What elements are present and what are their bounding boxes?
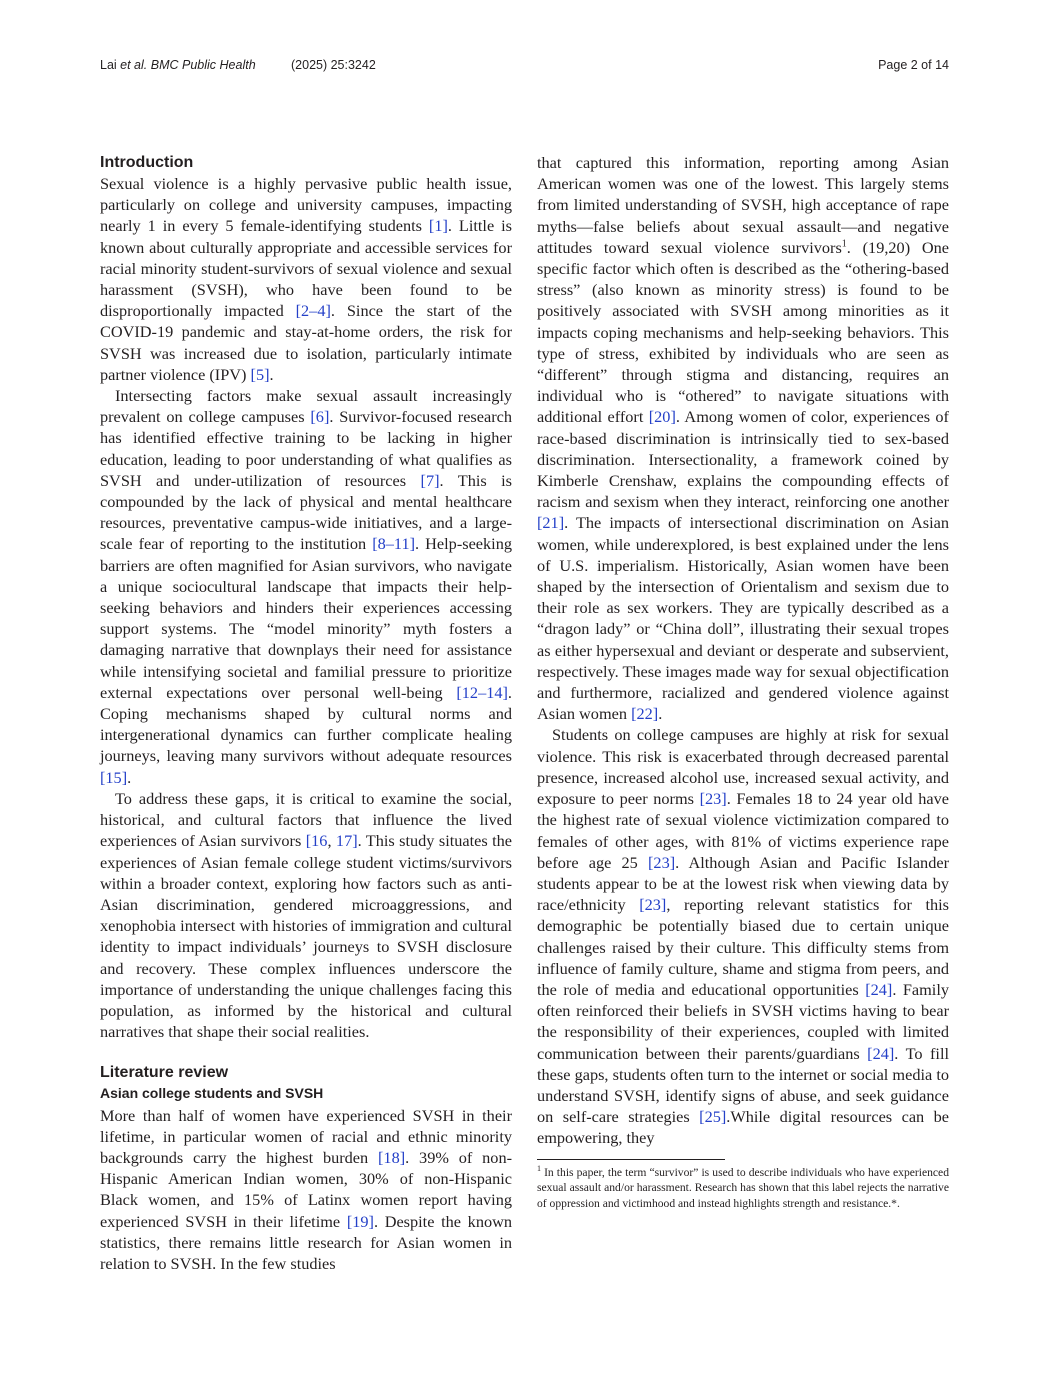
footnote-marker: 1 <box>841 238 847 250</box>
citation-link[interactable]: [7] <box>420 470 440 490</box>
citation-link[interactable]: [18] <box>378 1147 406 1167</box>
citation-link[interactable]: 17] <box>335 831 358 851</box>
left-column <box>100 152 512 1274</box>
citation-link[interactable]: [16 <box>305 831 328 851</box>
footnote: $^1$ In this paper, the term “survivor” is used to describe individuals who have experienced sexual assault and/or harassment. Research has shown that this label rejects the narrative of oppression and victimhood and instead highlights strength and resistance.*. <box>537 1163 949 1210</box>
citation-link[interactable]: [1] <box>428 216 448 236</box>
citation-link[interactable]: [12–14] <box>456 682 508 702</box>
intro-paragraph-3: To address these gaps, it is critical to examine the social, historical, and cultural factors that influence the lived experiences of Asian survivors [16, 17]. This study situates the experiences of Asian female college student victims/survivors within a broader context, exploring how factors such as anti-Asian discrimination, gendered microaggressions, and xenophobia intersect with histories of immigration and cultural identity to impact individuals’ journeys to SVSH disclosure and recovery. These complex influences underscore the importance of understanding the unique challenges facing this population, as informed by the historical and cultural narratives that shape their social realities. <box>100 788 512 1042</box>
citation-link[interactable]: [23] <box>639 895 667 915</box>
citation-link[interactable]: [2–4] <box>295 301 331 321</box>
literature-review-heading: Literature review <box>100 1064 229 1082</box>
citation-link[interactable]: [19] <box>346 1211 374 1231</box>
running-header <box>100 58 949 78</box>
lit-paragraph-1-start: More than half of women have experienced SVSH in their lifetime, in particular women of racial and ethnic minority backgrounds carry the highest burden [18]. 39% of non-Hispanic American Indian women, 30% of non-Hispanic Black women, and 15% of Latinx women report having experienced SVSH in their lifetime [19]. Despite the known statistics, there remains little research for Asian women in relation to SVSH. In the few studies <box>100 1105 513 1273</box>
citation-link[interactable]: [6] <box>310 407 330 427</box>
citation-link[interactable]: [23] <box>648 852 676 872</box>
asian-students-subheading: Asian college students and SVSH <box>100 1085 324 1102</box>
citation-link[interactable]: [20] <box>648 407 676 427</box>
right-column <box>537 152 949 1223</box>
lit-paragraph-1-continued: that captured this information, reporting among Asian American women was one of the lowest. This largely stems from limited understanding of SVSH, high acceptance of rape myths—false beliefs about sexual assault—and negative attitudes toward sexual violence survivors$^1$. (19,20) One specific factor which often is described as the “othering-based stress” (also known as minority stress) is found to be positively associated with SVSH among minorities as it impacts coping mechanisms and help-seeking behaviors. This type of stress, exhibited by individuals who are seen as “different” through stigma and distancing, requires an individual who is “othered” to navigate situations with additional effort [20]. Among women of color, experiences of race-based discrimination is intrinsically tied to sex-based discrimination. Intersectionality, a framework coined by Kimberle Crenshaw, explains the compounding effects of racism and sexism when they interact, reinforcing one another [21]. The impacts of intersectional discrimination on Asian women, while underexplored, is best explained under the lens of U.S. imperialism. Historically, Asian women have been shaped by the intersection of Orientalism and sexism due to their role as sex workers. They are typically described as a “dragon lady” or “China doll”, illustrating their sexual tropes as either hypersexual and deviant or desperate and subservient, respectively. These images made way for sexual objectification and furthermore, racialized and gendered violence against Asian women [22]. <box>537 153 950 724</box>
header-citation: Lai et al. BMC Public Health <box>100 58 256 72</box>
citation-link[interactable]: [5] <box>250 364 270 384</box>
header-page-number: Page 2 of 14 <box>878 58 949 72</box>
citation-link[interactable]: [25] <box>699 1107 727 1127</box>
lit-paragraph-2: Students on college campuses are highly at risk for sexual violence. This risk is exacerbated through decreased parental presence, increased alcohol use, increased sexual activity, and exposure to peer norms [23]. Females 18 to 24 year old have the highest rate of sexual violence victimization compared to females of other ages, with 81% of victims experience rape before age 25 [23]. Although Asian and Pacific Islander students appear to be at the lowest risk when viewing data by race/ethnicity [23], reporting relevant statistics for this demographic be potentially biased due to certain unique challenges raised by their culture. This difficulty stems from influence of family culture, shame and stigma from peers, and the role of media and educational opportunities [24]. Family often reinforced their beliefs in SVSH victims having to bear the responsibility of their experiences, coupled with limited communication between their parents/guardians [24]. To fill these gaps, students often turn to the internet or social media to understand SVSH, identify signs of abuse, and seek guidance on self-care strategies [25].While digital resources can be empowering, they <box>537 725 950 1148</box>
citation-link[interactable]: [15] <box>100 767 128 787</box>
citation-link[interactable]: [24] <box>867 1043 895 1063</box>
intro-paragraph-1: Sexual violence is a highly pervasive public health issue, particularly on college and university campuses, impacting nearly 1 in every 5 female-identifying students [1]. Little is known about culturally appropriate and accessible services for racial minority student-survivors of sexual violence and sexual harassment (SVSH), who have been found to be disproportionally impacted [2–4]. Since the start of the COVID-19 pandemic and stay-at-home orders, the risk for SVSH was increased due to isolation, particularly intimate partner violence (IPV) [5]. <box>100 174 512 384</box>
citation-link[interactable]: [21] <box>537 513 565 533</box>
citation-link[interactable]: [22] <box>631 704 659 724</box>
lit-paragraph-1-split: . Despite the known statistics, there remains little research for Asian women in relation to SVSH. In the few studies <box>100 1211 512 1273</box>
citation-link[interactable]: [24] <box>865 979 893 999</box>
introduction-heading: Introduction <box>100 154 194 171</box>
citation-link[interactable]: [8–11] <box>372 534 416 554</box>
footnote-divider <box>537 1159 725 1160</box>
intro-paragraph-2: Intersecting factors make sexual assault increasingly prevalent on college campuses [6]. Survivor-focused research has identified effective training to be lacking in higher education, leading to poor understanding of what qualifies as SVSH and under-utilization of resources [7]. This is compounded by the lack of physical and mental healthcare resources, preventative campus-wide initiatives, and a large-scale fear of reporting to the institution [8–11]. Help-seeking barriers are often magnified for Asian survivors, who navigate a unique sociocultural landscape that impacts their help-seeking behaviors and hinders their experiences accessing support systems. The “model minority” myth fosters a damaging narrative that downplays their need for assistance while intensifying societal and familial pressure to prioritize external expectations over personal well-being [12–14]. Coping mechanisms shaped by cultural norms and intergenerational dynamics can further complicate healing journeys, leaving many survivors without adequate resources [15]. <box>100 386 512 787</box>
citation-link[interactable]: [23] <box>699 789 727 809</box>
header-year-volume: (2025) 25:3242 <box>291 58 376 72</box>
footnote-number: 1 <box>537 1163 541 1173</box>
